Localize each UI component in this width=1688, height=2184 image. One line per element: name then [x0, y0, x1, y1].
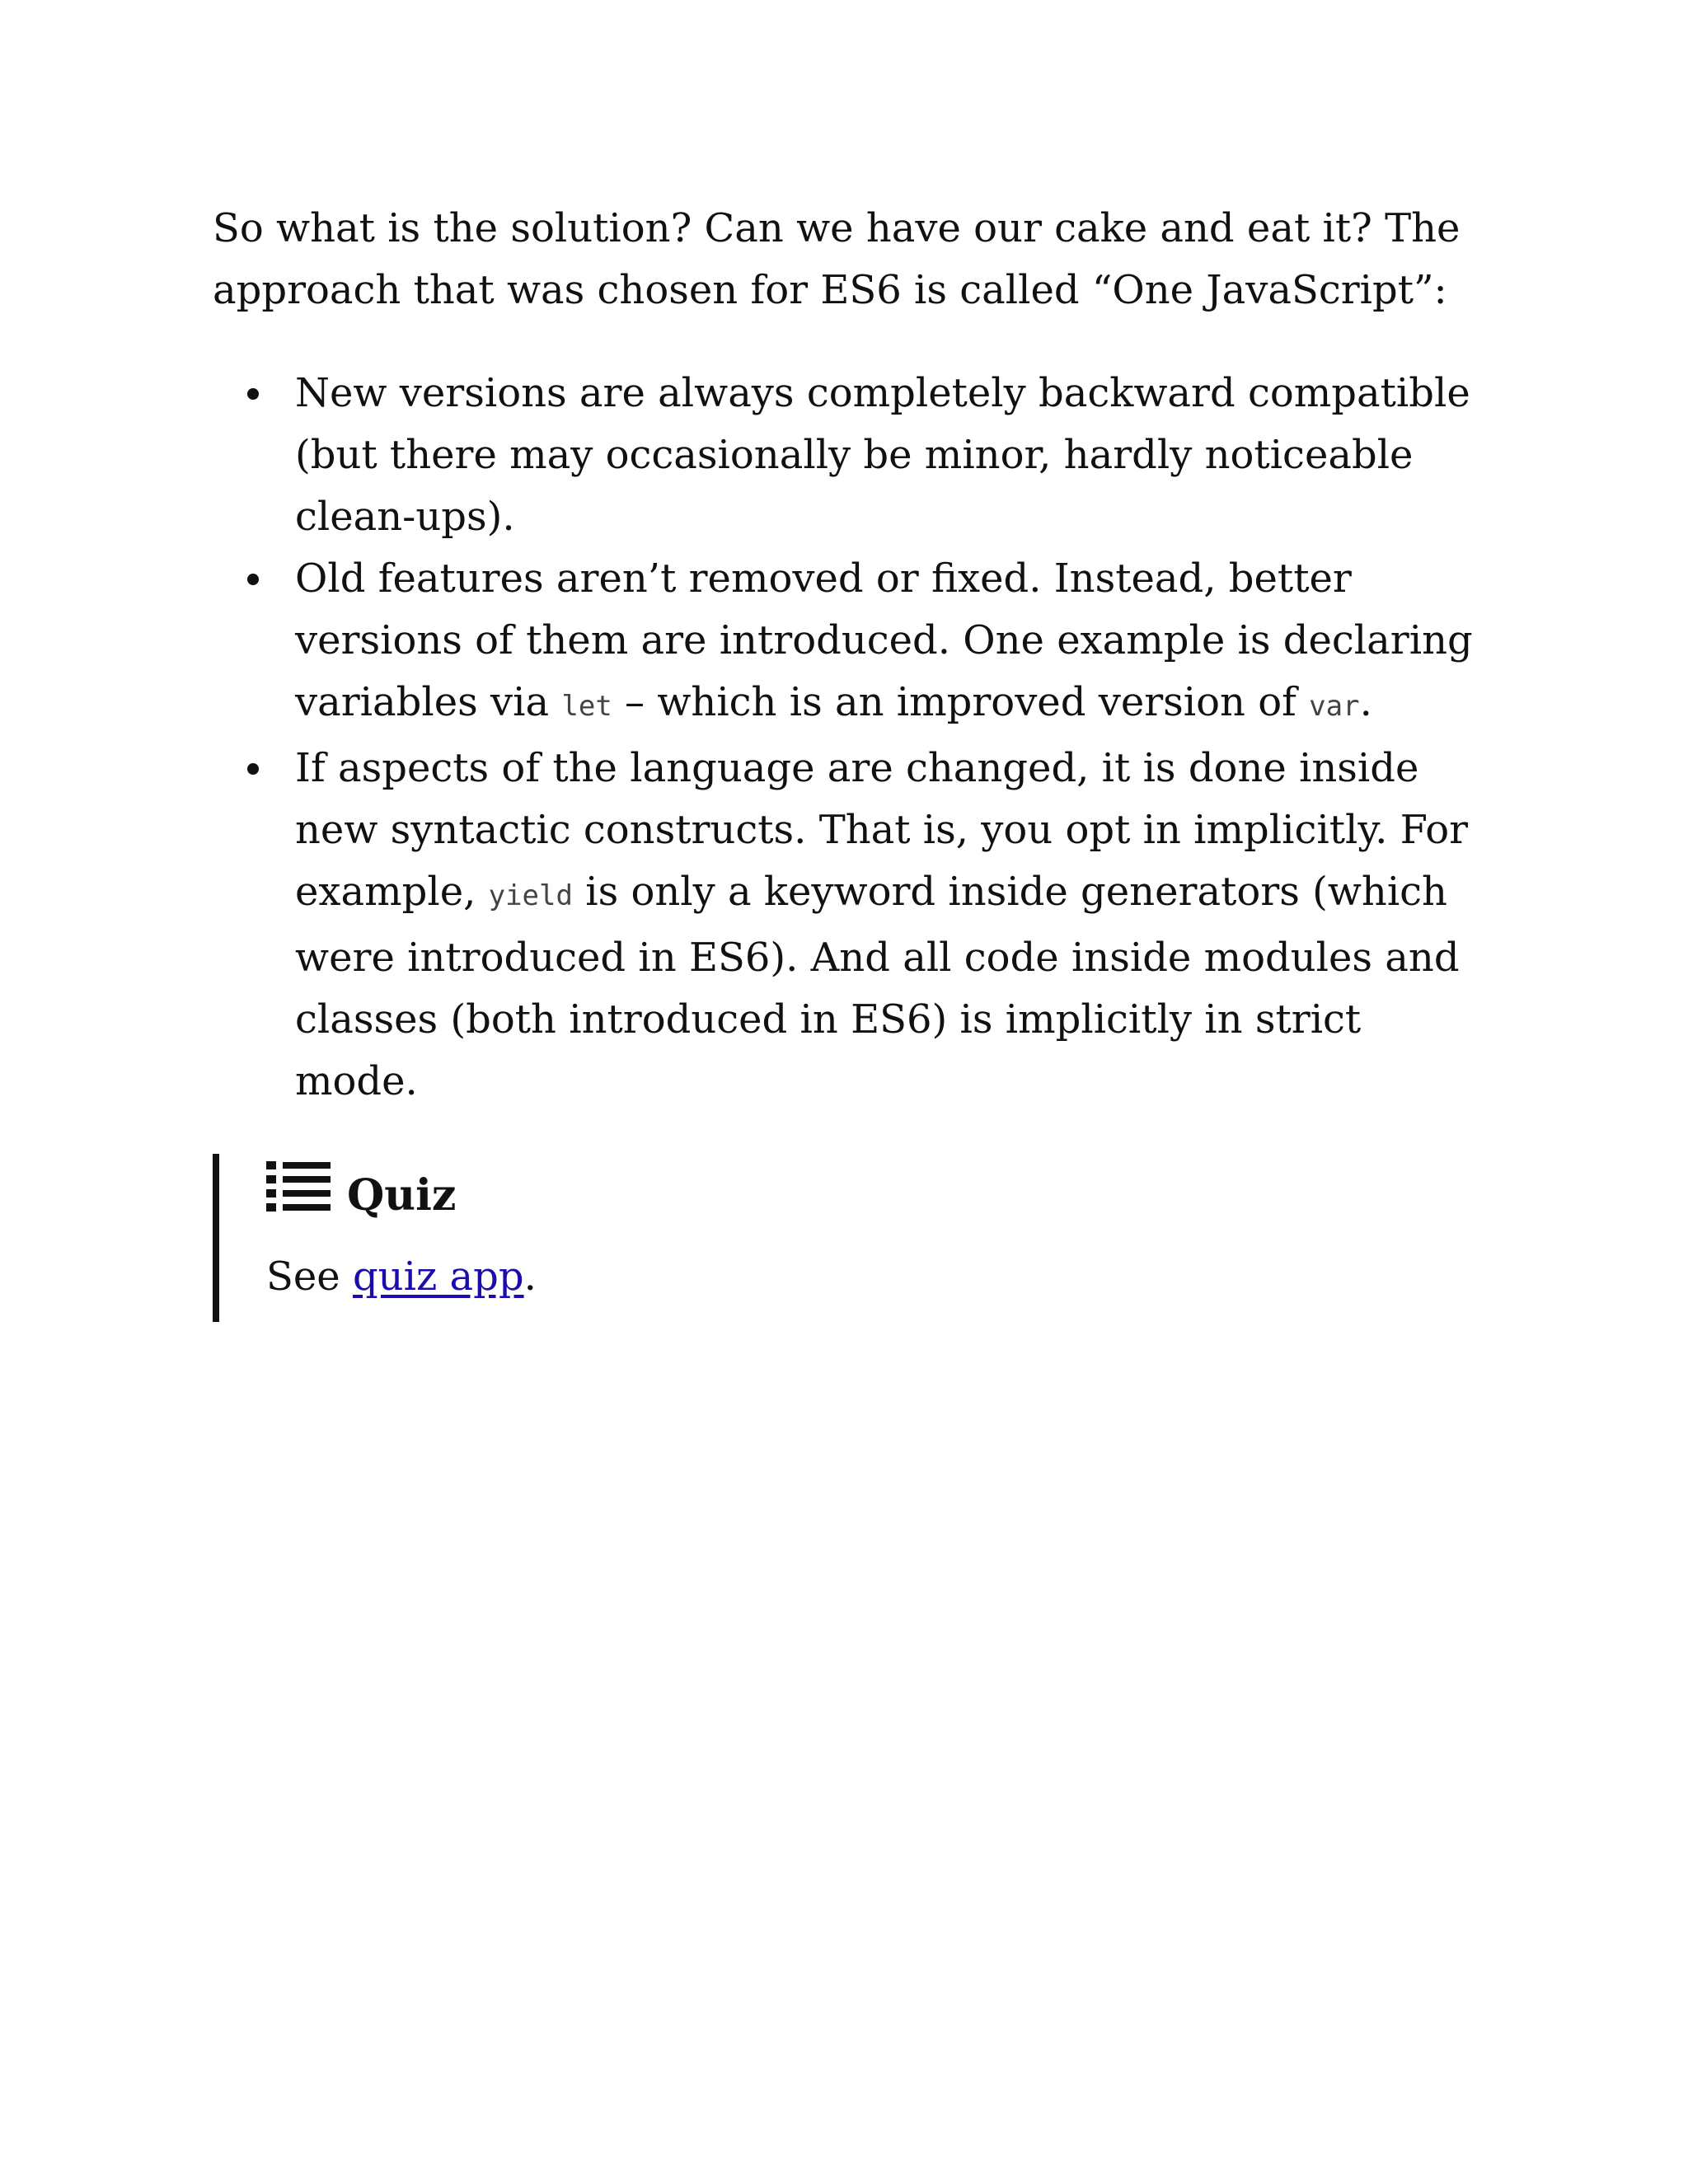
list-item-text: is only a keyword inside generators (which were introduced in ES6). And all code inside modules and classes (both introduced in ES6) is implicitly in strict mode.	[295, 869, 1460, 1104]
inline-code-var: var	[1309, 690, 1360, 723]
bullet-dot-icon	[247, 763, 259, 775]
list-item	[295, 363, 1482, 548]
list-item-text: New versions are always completely backward compatible (but there may occasionally be minor, hardly noticeable clean-ups).	[295, 370, 1470, 540]
quiz-title: Quiz	[347, 1169, 457, 1221]
list-item-text: Old features aren’t removed or fixed. Instead, better versions of them are introduced. One example is declaring variables via	[295, 555, 1473, 725]
inline-code-let: let	[561, 690, 612, 723]
intro-paragraph: So what is the solution? Can we have our cake and eat it? The approach that was chosen for ES6 is called “One JavaScript”:	[213, 205, 1461, 313]
quiz-callout	[213, 1154, 1482, 1322]
quiz-app-link[interactable]: quiz app	[352, 1254, 524, 1300]
list-item-text: – which is an improved version of	[612, 679, 1310, 725]
list-item-text: .	[1359, 679, 1372, 725]
quiz-body-suffix: .	[523, 1254, 537, 1300]
bullet-list	[213, 363, 1482, 1113]
quiz-body-prefix: See	[266, 1254, 353, 1300]
list-icon	[266, 1161, 331, 1212]
list-item	[295, 548, 1482, 738]
quiz-header	[266, 1154, 1482, 1236]
list-item-text: If aspects of the language are changed, it is done inside new syntactic constructs. That is, you opt in implicitly. For example,	[295, 745, 1469, 915]
bullet-dot-icon	[247, 574, 259, 585]
list-item	[295, 738, 1482, 1113]
document-page	[213, 198, 1482, 1322]
quiz-body	[266, 1246, 1482, 1308]
bullet-dot-icon	[247, 388, 259, 400]
inline-code-yield: yield	[488, 879, 573, 912]
